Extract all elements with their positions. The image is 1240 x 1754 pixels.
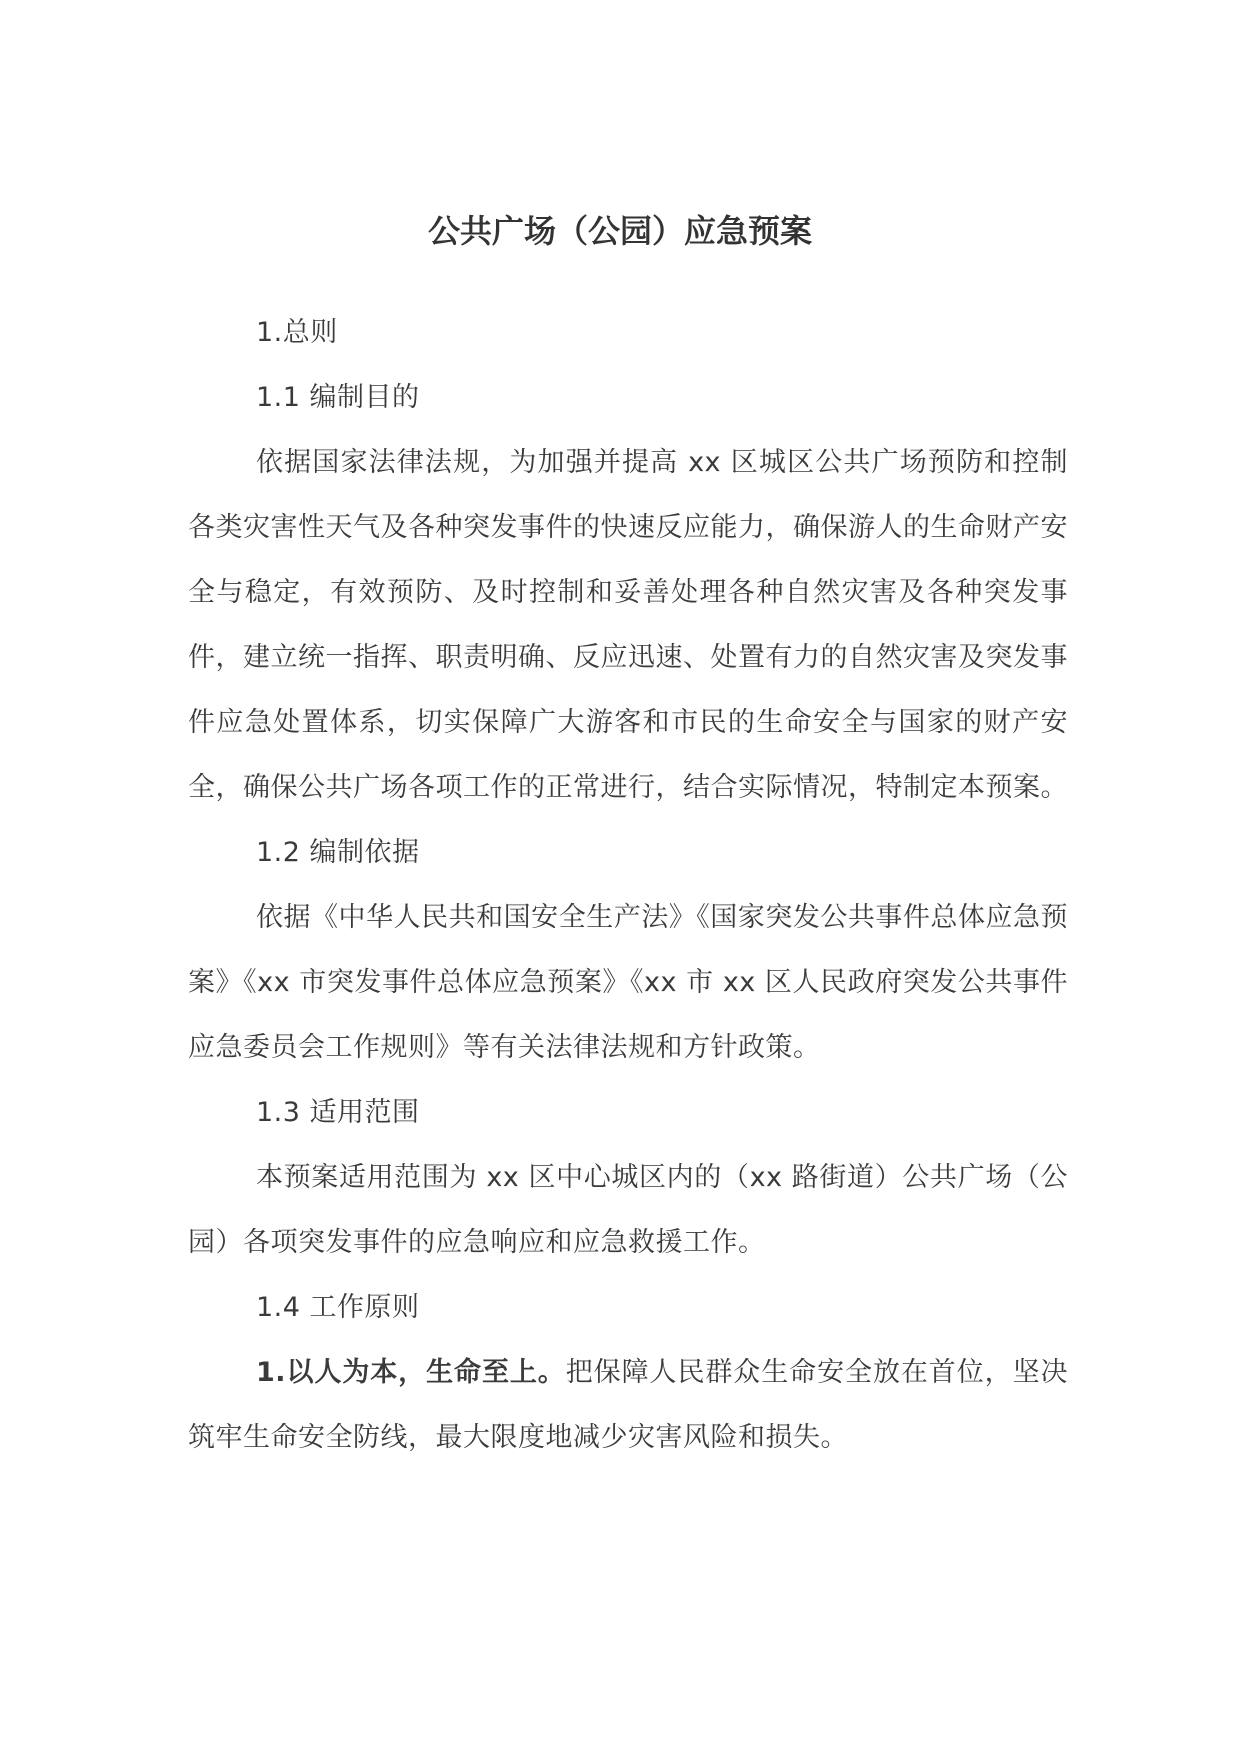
principle-1-lead: 1.以人为本，生命至上。: [256, 1357, 566, 1388]
paragraph-purpose: 依据国家法律法规，为加强并提高 xx 区城区公共广场预防和控制各类灾害性天气及各种突发事件的快速反应能力，确保游人的生命财产安全与稳定，有效预防、及时控制和妥善处理各种自然灾害及各种突发事件，建立统一指挥、职责明确、反应迅速、处置有力的自然灾害及突发事件应急处置体系，切实保障广大游客和市民的生命安全与国家的财产安全，确保公共广场各项工作的正常进行，结合实际情况，特制定本预案。: [188, 447, 1068, 803]
section-heading-general: 1.总则: [256, 317, 338, 348]
section-heading-scope: 1.3 适用范围: [256, 1097, 420, 1128]
section-heading-basis: 1.2 编制依据: [256, 837, 420, 868]
section-heading-purpose: 1.1 编制目的: [256, 382, 420, 413]
section-heading-principles: 1.4 工作原则: [256, 1292, 420, 1323]
principle-1-text: 把保障人民群众生命安全放在首位，坚决筑牢生命安全防线，最大限度地减少灾害风险和损失。: [188, 1357, 1069, 1453]
paragraph-basis: 依据《中华人民共和国安全生产法》《国家突发公共事件总体应急预案》《xx 市突发事件总体应急预案》《xx 市 xx 区人民政府突发公共事件应急委员会工作规则》等有关法律法规和方针政策。: [188, 902, 1068, 1063]
paragraph-scope: 本预案适用范围为 xx 区中心城区内的（xx 路街道）公共广场（公园）各项突发事件的应急响应和应急救援工作。: [188, 1162, 1068, 1258]
document-title: 公共广场（公园）应急预案: [427, 212, 812, 250]
document-body: [188, 300, 1068, 1470]
paragraph-principle-1: [188, 1340, 1068, 1470]
